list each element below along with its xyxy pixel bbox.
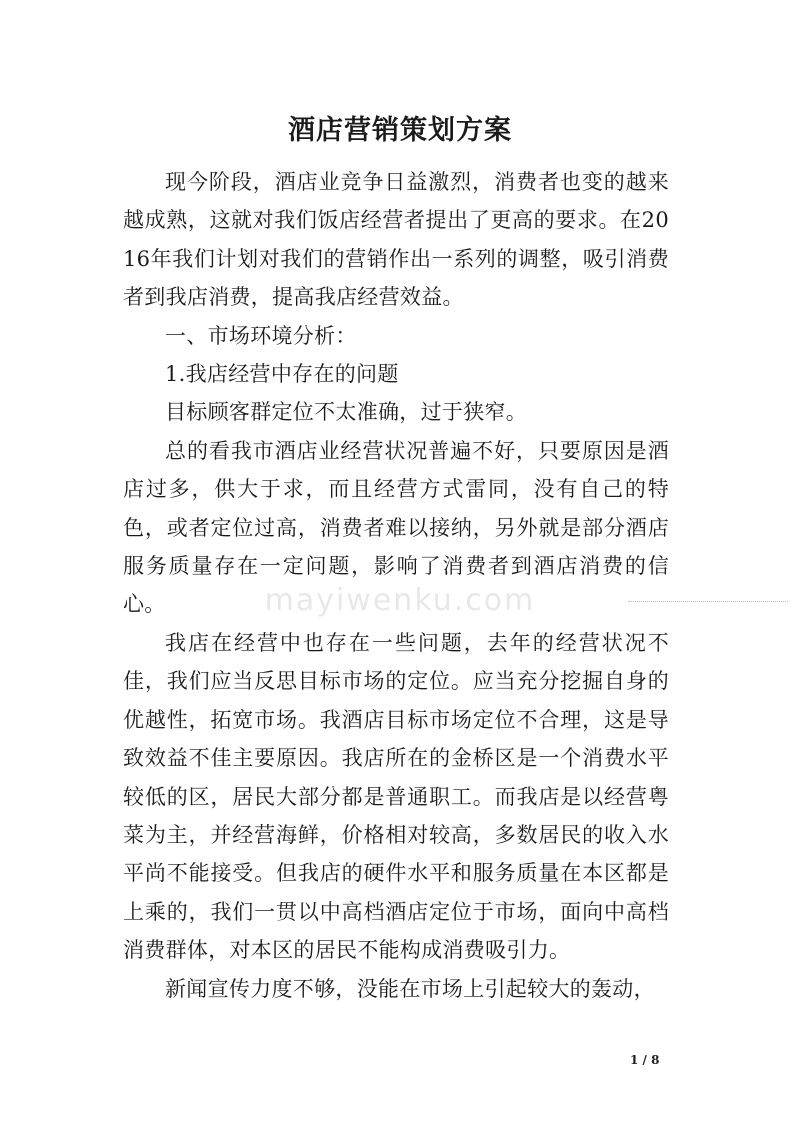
document-body (123, 163, 669, 1008)
paragraph-target-customers: 目标顾客群定位不太准确，过于狭窄。 (165, 400, 528, 425)
paragraph-industry-status: 总的看我市酒店业经营状况普遍不好，只要原因是酒店过多，供大于求，而且经营方式雷同，没有自己的特色，或者定位过高，消费者难以接纳，另外就是部分酒店服务质量存在一定问题，影响了消费者到酒店消费的信心。 (123, 438, 669, 617)
dotted-line-divider (628, 601, 788, 602)
document-title: 酒店营销策划方案 (288, 115, 512, 146)
paragraph-intro: 现今阶段，酒店业竞争日益激烈，消费者也变的越来越成熟，这就对我们饭店经营者提出了更高的要求。在2016年我们计划对我们的营销作出一系列的调整，吸引消费者到我店消费，提高我店经营效益。 (123, 170, 669, 310)
page-number: 1 / 8 (630, 1053, 660, 1067)
section-heading-market-analysis: 一、市场环境分析： (165, 323, 357, 348)
subsection-heading-problems: 1.我店经营中存在的问题 (165, 362, 399, 387)
paragraph-our-problems: 我店在经营中也存在一些问题，去年的经营状况不佳，我们应当反思目标市场的定位。应当充分挖掘自身的优越性，拓宽市场。我酒店目标市场定位不合理，这是导致效益不佳主要原因。我店所在的金桥区是一个消费水平较低的区，居民大部分都是普通职工。而我店是以经营粤菜为主，并经营海鲜，价格相对较高，多数居民的收入水平尚不能接受。但我店的硬件水平和服务质量在本区都是上乘的，我们一贯以中高档酒店定位于市场，面向中高档消费群体，对本区的居民不能构成消费吸引力。 (123, 630, 669, 963)
paragraph-publicity: 新闻宣传力度不够，没能在市场上引起较大的轰动， (165, 976, 655, 1001)
watermark: mayiwenku.com (264, 583, 536, 618)
